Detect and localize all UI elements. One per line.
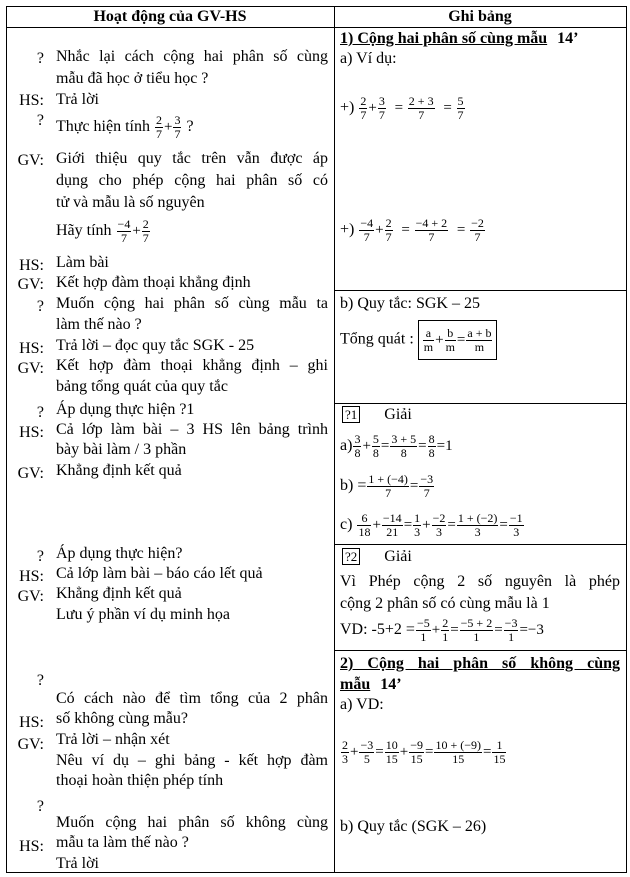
header-left: Hoạt động của GV-HS [93,8,247,25]
label-q3: ? [36,298,44,315]
example-3: $\frac{2}{3}$ + $\frac{-3}{5}$ = $\frac{10}{15}$ + $\frac{-9}{15}$ = $\frac{10 + (-9)}{15}$ = $\frac{1}{15}$ [342,737,506,766]
frac: $\frac{1}{15}$ [493,737,506,766]
vi-line-1: Vì Phép cộng 2 số nguyên là phép [340,573,620,590]
hs4-line-1: Cả lớp làm bài – 3 HS lên bảng trình [56,421,328,438]
table-bottom-border [6,872,626,873]
frac: $\frac{b}{m}$ [445,325,455,354]
hs4-line-2: bày bài làm / 3 phần [56,441,187,458]
frac: $\frac{-2}{3}$ [432,510,446,539]
q2-text: Thực hiện tính [56,118,150,135]
label-q7: ? [36,798,44,815]
label-hs3: HS: [19,340,44,357]
vd-a: a) VD: [340,696,384,713]
frac: $\frac{2}{1}$ [442,615,449,644]
section-1-title-text: 1) Cộng hai phân số cùng mẫu [340,30,548,47]
hs7-text: Trả lời [56,855,99,872]
frac: $\frac{8}{8}$ [428,431,435,460]
hay-row: Hãy tính $\frac{-4}{7}$ + $\frac{2}{7}$ [56,216,149,245]
tongquat-label: Tổng quát : [340,330,414,348]
gv3-line-1: Kết hợp đàm thoại khẳng định – ghi [56,357,328,374]
vd-row: VD: -5+2 = $\frac{-5}{1}$ + $\frac{2}{1}$ = $\frac{-5 + 2}{1}$ = $\frac{-3}{1}$ =−3 [340,615,544,644]
answer-b: b) = $\frac{1 + (-4)}{7}$ = $\frac{-3}{7}$ [340,471,434,500]
gv6-line-1: Nêu ví dụ – ghi bảng - kết hợp đàm [56,752,328,769]
frac: $\frac{2}{7}$ [155,112,162,141]
label-q5: ? [36,548,44,565]
frac: $\frac{2}{3}$ [342,737,348,766]
frac: $\frac{3}{7}$ [378,93,385,122]
section-2-title-text: 2) Cộng hai phân số không cùng [340,655,620,672]
frac: $\frac{-9}{15}$ [410,737,423,766]
q2-box: ?2 [342,548,360,565]
frac: $\frac{-4}{7}$ [360,215,374,244]
table-header-border [6,27,626,28]
frac: $\frac{6}{18}$ [358,510,371,539]
answer-b-label: b) = [340,477,367,494]
q5-text: Áp dụng thực hiện? [56,545,183,562]
vd-label: VD: -5+2 = [340,621,415,638]
tongquat-row [340,320,497,360]
label-q4: ? [36,404,44,421]
label-hs4: HS: [19,424,44,441]
frac: $\frac{-5 + 2}{1}$ [460,615,493,644]
frac: $\frac{3}{8}$ [354,431,361,460]
label-hs1: HS: [19,92,44,109]
frac: $\frac{-5}{1}$ [416,615,430,644]
table-mid-border [334,6,335,873]
label-gv5: GV: [17,588,44,605]
frac: $\frac{10}{15}$ [385,737,398,766]
q6-line-2: số không cùng mẫu? [56,710,188,727]
table-right-border [626,6,627,873]
hs3-text: Trả lời – đọc quy tắc SGK - 25 [56,337,255,354]
right-separator-4 [334,650,626,651]
vi-line-2: cộng 2 phân số có cùng mẫu là 1 [340,595,550,612]
q3-line-2: làm thế nào ? [56,316,142,333]
frac: $\frac{-3}{7}$ [420,471,434,500]
vd-result: −3 [527,622,544,638]
label-hs5: HS: [19,568,44,585]
frac: $\frac{5}{8}$ [372,431,379,460]
answer-c-label: c) [340,516,353,533]
q1-box: ?1 [342,406,360,423]
right-separator-1 [334,290,626,291]
gv5-text: Khẳng định kết quả [56,585,182,602]
quytac-1: b) Quy tắc: SGK – 25 [340,295,480,312]
right-separator-3 [334,544,626,545]
giai-2: Giải [384,548,412,565]
q1-line-1: Nhắc lại cách cộng hai phân số cùng [56,48,328,65]
gv3-line-2: bảng tổng quát của quy tắc [56,378,228,395]
label-q2: ? [36,112,44,129]
frac: $\frac{a + b}{m}$ [467,325,492,354]
hay-text: Hãy tính [56,222,112,239]
gv1-line-3: tử và mẫu là số nguyên [56,194,205,211]
example-2: +) $\frac{-4}{7}$ + $\frac{2}{7}$ = $\frac{-4 + 2}{7}$ = $\frac{-2}{7}$ [340,215,484,244]
label-gv4: GV: [17,465,44,482]
hs6-text: Trả lời – nhận xét [56,731,170,748]
vidu-a: a) Ví dụ: [340,50,397,67]
gv2-text: Kết hợp đàm thoại khẳng định [56,274,251,291]
table-top-border [6,6,626,7]
label-gv2: GV: [17,276,44,293]
section-1-time: 14’ [557,30,579,47]
gv4-text: Khẳng định kết quả [56,462,182,479]
answer-a: a) $\frac{3}{8}$ + $\frac{5}{8}$ = $\frac{3 + 5}{8}$ = $\frac{8}{8}$ =1 [340,431,453,460]
label-gv1: GV: [17,152,44,169]
answer-a-label: a) [340,437,353,454]
label-hs7: HS: [19,838,44,855]
example-1: +) $\frac{2}{7}$ + $\frac{3}{7}$ = $\frac{2 + 3}{7}$ = $\frac{5}{7}$ [340,93,464,122]
section-2-time: 14’ [380,676,402,693]
gv6-line-2: thoại hoàn thiện phép tính [56,772,224,789]
frac: $\frac{2}{7}$ [385,215,392,244]
section-2-title-line-1 [340,655,620,673]
label-hs2: HS: [19,257,44,274]
frac: $\frac{1 + (-2)}{3}$ [457,510,498,539]
hs5-text: Cả lớp làm bài – báo cáo lết quả [56,565,263,582]
frac: $\frac{3 + 5}{8}$ [391,431,417,460]
label-q6: ? [36,672,44,689]
frac: $\frac{2}{7}$ [360,93,367,122]
ex1-prefix: +) [340,99,355,116]
q4-text: Áp dụng thực hiện ?1 [56,401,195,418]
q2-row: Thực hiện tính $\frac{2}{7}$ + $\frac{3}{7}$ ? [56,112,194,141]
q7-line-1: Muốn cộng hai phân số không cùng [56,814,328,831]
general-formula-box: $\frac{a}{m}$ + $\frac{b}{m}$ = $\frac{a + b}{m}$ [418,320,498,360]
frac: $\frac{-2}{7}$ [471,215,484,244]
q6-line-1: Có cách nào để tìm tổng của 2 phân [56,690,328,707]
q3-line-1: Muốn cộng hai phân số cùng mẫu ta [56,295,328,312]
answer-a-result: 1 [445,438,453,454]
frac: $\frac{-14}{21}$ [382,510,402,539]
frac: $\frac{1}{3}$ [414,510,421,539]
frac: $\frac{1 + (-4)}{7}$ [368,471,408,500]
section-1-title [340,30,579,48]
frac: $\frac{10 + (-9)}{15}$ [435,737,481,766]
gv1-line-1: Giới thiệu quy tắc trên vẫn được áp [56,150,328,167]
frac: $\frac{-3}{5}$ [360,737,374,766]
right-separator-2 [334,403,626,404]
frac: $\frac{3}{7}$ [174,112,181,141]
ex2-prefix: +) [340,221,355,238]
q1-line-2: mẫu đã học ở tiểu học ? [56,70,209,87]
frac: $\frac{-4}{7}$ [117,216,131,245]
frac: $\frac{-4 + 2}{7}$ [415,215,448,244]
answer-c: c) $\frac{6}{18}$ + $\frac{-14}{21}$ = $\frac{1}{3}$ + $\frac{-2}{3}$ = $\frac{1 + (-2)}{3}$ = $\frac{-1}{3}$ [340,510,523,539]
q1-heading [342,406,412,424]
label-hs6: HS: [19,714,44,731]
label-gv6: GV: [17,736,44,753]
giai-1: Giải [384,406,412,423]
q7-line-2: mẫu ta làm thế nào ? [56,834,189,851]
label-q1: ? [36,50,44,67]
hs2-text: Làm bài [56,254,109,271]
section-2-title-line-2 [340,676,402,694]
gv5b-text: Lưu ý phần ví dụ minh họa [56,606,230,623]
label-gv3: GV: [17,360,44,377]
frac: $\frac{2}{7}$ [142,216,149,245]
section-2-title-mau: mẫu [340,676,371,693]
gv1-line-2: dụng cho phép cộng hai phân số có [56,172,328,189]
frac: $\frac{2 + 3}{7}$ [408,93,434,122]
header-right: Ghi bảng [448,8,512,25]
q2-tail: ? [186,118,194,135]
q2-heading [342,548,412,566]
frac: $\frac{-3}{1}$ [504,615,518,644]
frac: $\frac{a}{m}$ [423,325,434,354]
frac: $\frac{-1}{3}$ [509,510,523,539]
quytac-2: b) Quy tắc (SGK – 26) [340,818,487,835]
hs1-text: Trả lời [56,91,99,108]
frac: $\frac{5}{7}$ [457,93,464,122]
